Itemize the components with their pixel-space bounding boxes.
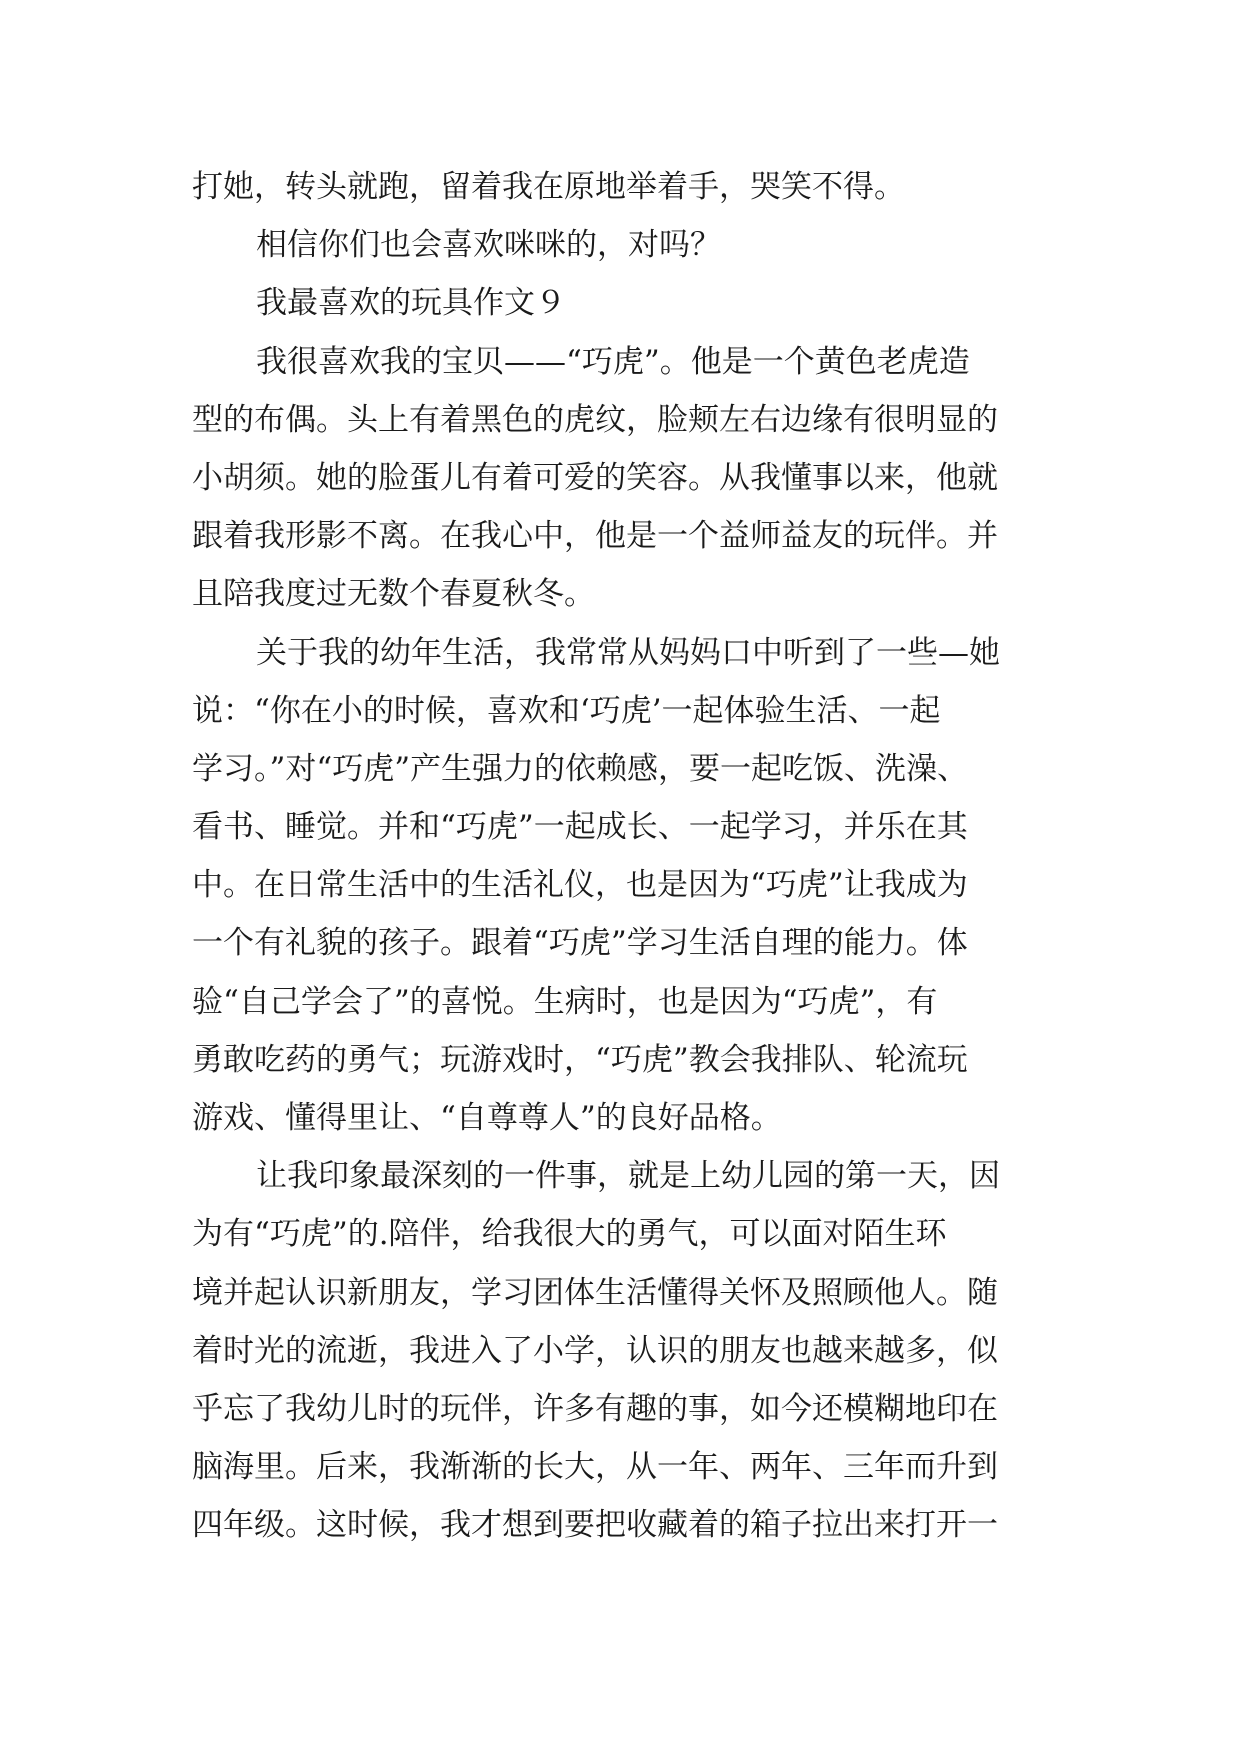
text-line: 跟着我形影不离。在我心中，他是一个益师益友的玩伴。并	[192, 518, 998, 555]
text-line: 为有“巧虎”的.陪伴，给我很大的勇气，可以面对陌生环	[192, 1216, 947, 1253]
section-heading: 我最喜欢的玩具作文９	[256, 285, 566, 322]
text-line: 乎忘了我幼儿时的玩伴，许多有趣的事，如今还模糊地印在	[192, 1390, 998, 1427]
text-line: 相信你们也会喜欢咪咪的，对吗？	[256, 227, 721, 264]
text-line: 看书、睡觉。并和“巧虎”一起成长、一起学习，并乐在其	[192, 809, 968, 846]
text-line: 着时光的流逝，我进入了小学，认识的朋友也越来越多，似	[192, 1332, 998, 1369]
text-line: 游戏、懂得里让、“自尊尊人”的良好品格。	[192, 1100, 782, 1136]
text-line: 境并起认识新朋友，学习团体生活懂得关怀及照顾他人。随	[192, 1274, 998, 1311]
text-line: 中。在日常生活中的生活礼仪，也是因为“巧虎”让我成为	[192, 867, 968, 904]
text-line: 让我印象最深刻的一件事，就是上幼儿园的第一天，因	[256, 1158, 1000, 1195]
text-line: 验“自己学会了”的喜悦。生病时，也是因为“巧虎”，有	[192, 983, 938, 1020]
text-line: 小胡须。她的脸蛋儿有着可爱的笑容。从我懂事以来，他就	[192, 459, 998, 496]
text-line: 打她，转头就跑，留着我在原地举着手，哭笑不得。	[192, 169, 905, 205]
text-line: 四年级。这时候，我才想到要把收藏着的箱子拉出来打开一	[192, 1507, 998, 1544]
text-line: 说：“你在小的时候，喜欢和‘巧虎’一起体验生活、一起	[192, 692, 941, 729]
text-line: 关于我的幼年生活，我常常从妈妈口中听到了一些—她	[256, 634, 1000, 671]
text-line: 勇敢吃药的勇气；玩游戏时，“巧虎”教会我排队、轮流玩	[192, 1041, 968, 1078]
document-body	[192, 158, 1052, 1555]
text-line: 型的布偶。头上有着黑色的虎纹，脸颊左右边缘有很明显的	[192, 401, 998, 438]
text-line: 且陪我度过无数个春夏秋冬。	[192, 576, 595, 613]
text-line: 一个有礼貌的孩子。跟着“巧虎”学习生活自理的能力。体	[192, 925, 968, 962]
text-line: 脑海里。后来，我渐渐的长大，从一年、两年、三年而升到	[192, 1449, 998, 1486]
text-line: 学习。”对“巧虎”产生强力的依赖感，要一起吃饭、洗澡、	[192, 750, 969, 787]
text-line: 我很喜欢我的宝贝——“巧虎”。他是一个黄色老虎造	[256, 343, 970, 380]
